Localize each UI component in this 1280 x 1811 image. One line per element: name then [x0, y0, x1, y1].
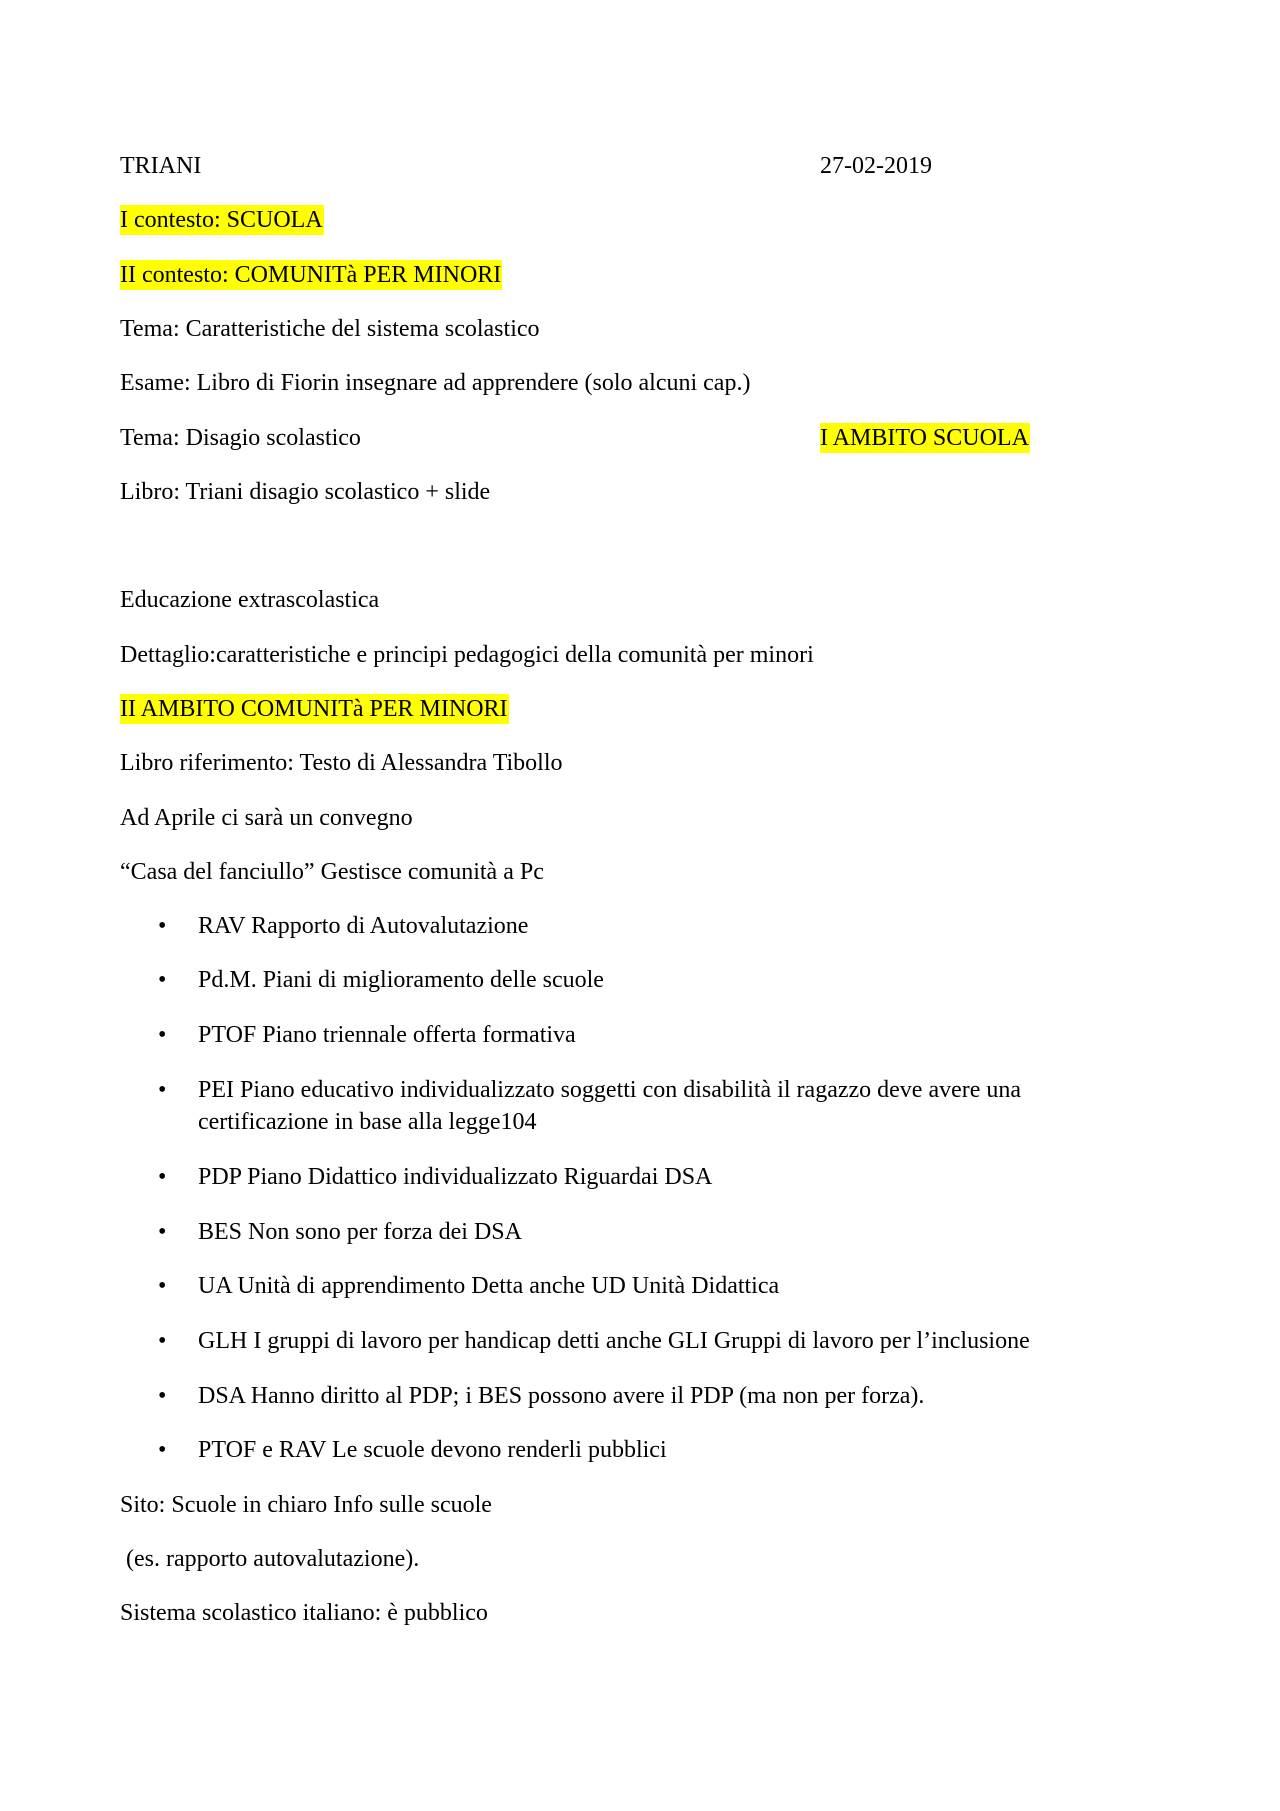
- highlighted-text: I contesto: SCUOLA: [120, 207, 323, 233]
- highlighted-text: II AMBITO COMUNITà PER MINORI: [120, 696, 508, 722]
- exam-line: Esame: Libro di Fiorin insegnare ad apprendere (solo alcuni cap.): [120, 370, 751, 396]
- topic-line-1: Tema: Caratteristiche del sistema scolastico: [120, 316, 540, 342]
- bullet-marker: •: [158, 1164, 167, 1190]
- bullet-marker: •: [158, 1022, 167, 1048]
- casa-line: “Casa del fanciullo” Gestisce comunità a Pc: [120, 859, 544, 885]
- book-line-1: Libro: Triani disagio scolastico + slide: [120, 479, 491, 505]
- education-line: Educazione extrascolastica: [120, 587, 380, 613]
- highlighted-text: II contesto: COMUNITà PER MINORI: [120, 262, 502, 288]
- list-item-text: DSA Hanno diritto al PDP; i BES possono avere il PDP (ma non per forza).: [198, 1383, 925, 1409]
- list-item-text: GLH I gruppi di lavoro per handicap detti anche GLI Gruppi di lavoro per l’inclusione: [198, 1328, 1030, 1354]
- example-line: (es. rapporto autovalutazione).: [120, 1546, 420, 1572]
- scope-label-1: [820, 423, 1030, 453]
- list-item-text: PTOF e RAV Le scuole devono renderli pubblici: [198, 1437, 667, 1463]
- bullet-marker: •: [158, 1437, 167, 1463]
- list-item-text: PDP Piano Didattico individualizzato Riguardai DSA: [198, 1164, 713, 1190]
- bullet-marker: •: [158, 1383, 167, 1409]
- reference-book-line: Libro riferimento: Testo di Alessandra Tibollo: [120, 750, 563, 776]
- list-item-text: RAV Rapporto di Autovalutazione: [198, 913, 529, 939]
- bullet-marker: •: [158, 967, 167, 993]
- site-line: Sito: Scuole in chiaro Info sulle scuole: [120, 1492, 492, 1518]
- bullet-marker: •: [158, 1328, 167, 1354]
- list-item-text: PTOF Piano triennale offerta formativa: [198, 1022, 576, 1048]
- bullet-marker: •: [158, 1273, 167, 1299]
- topic-line-2: Tema: Disagio scolastico: [120, 425, 361, 451]
- april-line: Ad Aprile ci sarà un convegno: [120, 805, 413, 831]
- list-item-text: BES Non sono per forza dei DSA: [198, 1219, 522, 1245]
- list-item-text: UA Unità di apprendimento Detta anche UD Unità Didattica: [198, 1273, 780, 1299]
- list-item-text: Pd.M. Piani di miglioramento delle scuole: [198, 967, 604, 993]
- document-date: 27-02-2019: [820, 153, 932, 179]
- list-item-text: PEI Piano educativo individualizzato soggetti con disabilità il ragazzo deve avere una certificazione in base alla legge104: [198, 1077, 1022, 1135]
- bullet-marker: •: [158, 1219, 167, 1245]
- highlighted-text: I AMBITO SCUOLA: [820, 425, 1029, 451]
- document-title: TRIANI: [120, 153, 202, 179]
- context-line-1: [120, 205, 324, 235]
- context-line-2: [120, 260, 502, 290]
- scope-label-2: [120, 694, 509, 724]
- bullet-marker: •: [158, 1077, 167, 1103]
- detail-line: Dettaglio:caratteristiche e principi pedagogici della comunità per minori: [120, 642, 814, 668]
- bullet-marker: •: [158, 913, 167, 939]
- school-system-line: Sistema scolastico italiano: è pubblico: [120, 1600, 488, 1626]
